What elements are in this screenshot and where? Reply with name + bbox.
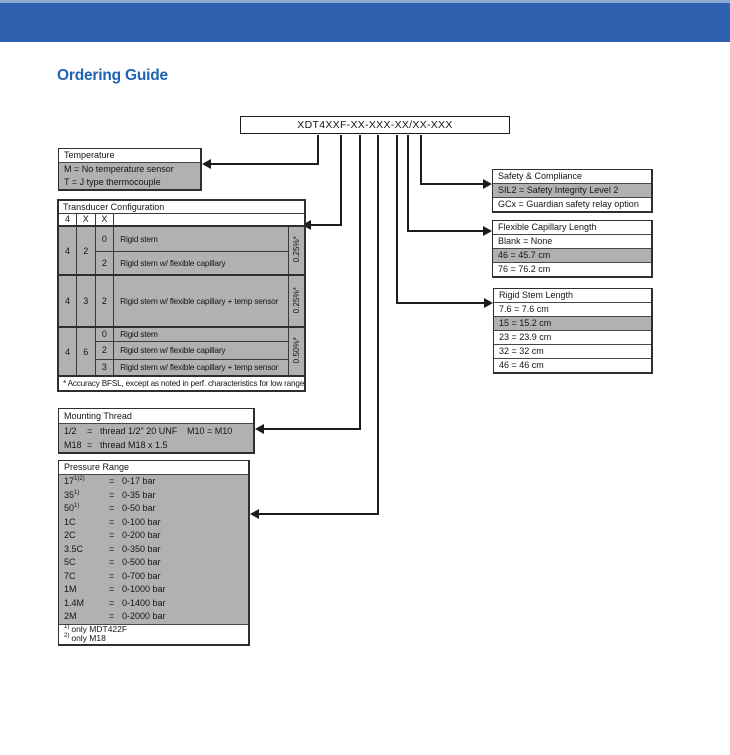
table-row: $17^{1)2)} = 0-17$ bar xyxy=(59,475,248,489)
table-title: Mounting Thread xyxy=(59,409,253,424)
table-row: $50^{1)} = 0-50$ bar xyxy=(59,502,248,516)
config-row: 2 Rigid stem w/ flexible capillary xyxy=(58,341,305,359)
accuracy-label: 0.25%* xyxy=(292,286,302,314)
transducer-configuration-table xyxy=(57,199,306,392)
accuracy-footnote: * Accuracy BFSL, except as noted in perf. characteristics for low range xyxy=(58,376,305,391)
connector-vline xyxy=(377,135,379,515)
table-row: 46 = 45.7 cm xyxy=(493,248,651,262)
table-title: Pressure Range xyxy=(59,461,248,475)
digit-cell-empty xyxy=(114,213,306,226)
table-row: 1.4M = 0-1400 bar xyxy=(59,597,248,611)
table-row: 32 = 32 cm xyxy=(494,344,651,358)
connector-hline xyxy=(211,163,319,165)
table-body xyxy=(59,163,200,189)
table-row: 3.5C = 0-350 bar xyxy=(59,543,248,557)
config-row: 4 3 2 Rigid stem w/ flexible capillary + temp sensor 0.25%* xyxy=(58,275,305,327)
connector-hline xyxy=(259,513,379,515)
connector-vline xyxy=(420,135,422,185)
table-body xyxy=(493,184,651,211)
connector-hline xyxy=(420,183,483,185)
footnote-row: $^{2)}$ only M18 xyxy=(59,634,248,644)
table-row: T = J type thermocouple xyxy=(59,176,200,189)
table-row: 46 = 46 cm xyxy=(494,358,651,372)
table-row: 5C = 0-500 bar xyxy=(59,556,248,570)
table-body xyxy=(59,475,248,624)
table-row: M18 = thread M18 x 1.5 xyxy=(59,438,253,452)
digit-cell: X xyxy=(77,213,96,226)
digit-cell: 4 xyxy=(58,213,77,226)
arrowhead-left-icon xyxy=(202,159,211,169)
connector-vline xyxy=(317,135,319,165)
accuracy-label: 0.50%* xyxy=(292,337,302,364)
page-title: Ordering Guide xyxy=(57,67,168,84)
table-title: Transducer Configuration xyxy=(58,200,305,213)
footnote-row: $^{1)}$ only MDT422F xyxy=(59,625,248,635)
temperature-table xyxy=(58,148,202,191)
safety-compliance-table xyxy=(492,169,653,213)
table-row: 2C = 0-200 bar xyxy=(59,529,248,543)
table-row: 76 = 76.2 cm xyxy=(493,262,651,276)
table-row: 23 = 23.9 cm xyxy=(494,330,651,344)
connector-vline xyxy=(396,135,398,304)
arrowhead-right-icon xyxy=(483,179,492,189)
table-title: Flexible Capillary Length xyxy=(493,221,651,235)
table-body xyxy=(493,235,651,276)
table-title: Temperature xyxy=(59,149,200,163)
digit-cell: X xyxy=(95,213,114,226)
table-row: 1/2 = thread 1/2" 20 UNF M10 = M10 xyxy=(59,424,253,438)
flexible-capillary-length-table xyxy=(492,220,653,278)
config-row: 4 2 0 Rigid stem 0.25%* xyxy=(58,226,305,251)
connector-hline xyxy=(264,428,361,430)
connector-hline xyxy=(407,230,483,232)
arrowhead-left-icon xyxy=(255,424,264,434)
part-number-box: XDT4XXF-XX-XXX-XX/XX-XXX xyxy=(240,116,510,134)
table-title: Rigid Stem Length xyxy=(494,289,651,303)
rigid-stem-length-table xyxy=(493,288,653,374)
config-row: 3 Rigid stem w/ flexible capillary + temp sensor xyxy=(58,359,305,376)
table-row: 1C = 0-100 bar xyxy=(59,516,248,530)
arrowhead-right-icon xyxy=(483,226,492,236)
table-row: Blank = None xyxy=(493,235,651,248)
connector-vline xyxy=(340,135,342,226)
table-row: 2M = 0-2000 bar xyxy=(59,610,248,624)
table-row: $35^{1)} = 0-35$ bar xyxy=(59,489,248,503)
table-row: M = No temperature sensor xyxy=(59,163,200,176)
table-title: Safety & Compliance xyxy=(493,170,651,184)
table-row: SIL2 = Safety Integrity Level 2 xyxy=(493,184,651,197)
connector-vline xyxy=(407,135,409,232)
header-banner xyxy=(0,0,730,42)
table-row: 7.6 = 7.6 cm xyxy=(494,303,651,316)
mounting-thread-table xyxy=(58,408,255,454)
table-body xyxy=(59,424,253,452)
config-row: 2 Rigid stem w/ flexible capillary xyxy=(58,251,305,275)
digit-header-row xyxy=(58,213,305,226)
table-row: GCx = Guardian safety relay option xyxy=(493,197,651,211)
table-row: 1M = 0-1000 bar xyxy=(59,583,248,597)
table-body xyxy=(494,303,651,372)
arrowhead-right-icon xyxy=(484,298,493,308)
table-row: 15 = 15.2 cm xyxy=(494,316,651,330)
accuracy-label: 0.25%* xyxy=(292,236,302,263)
table-row: 7C = 0-700 bar xyxy=(59,570,248,584)
config-row: 4 6 0 Rigid stem 0.50%* xyxy=(58,327,305,341)
pressure-range-table xyxy=(58,460,250,646)
banner-top-strip xyxy=(0,0,730,3)
table-footnotes xyxy=(59,624,248,644)
connector-hline xyxy=(311,224,342,226)
connector-hline xyxy=(396,302,484,304)
connector-vline xyxy=(359,135,361,430)
arrowhead-left-icon xyxy=(250,509,259,519)
